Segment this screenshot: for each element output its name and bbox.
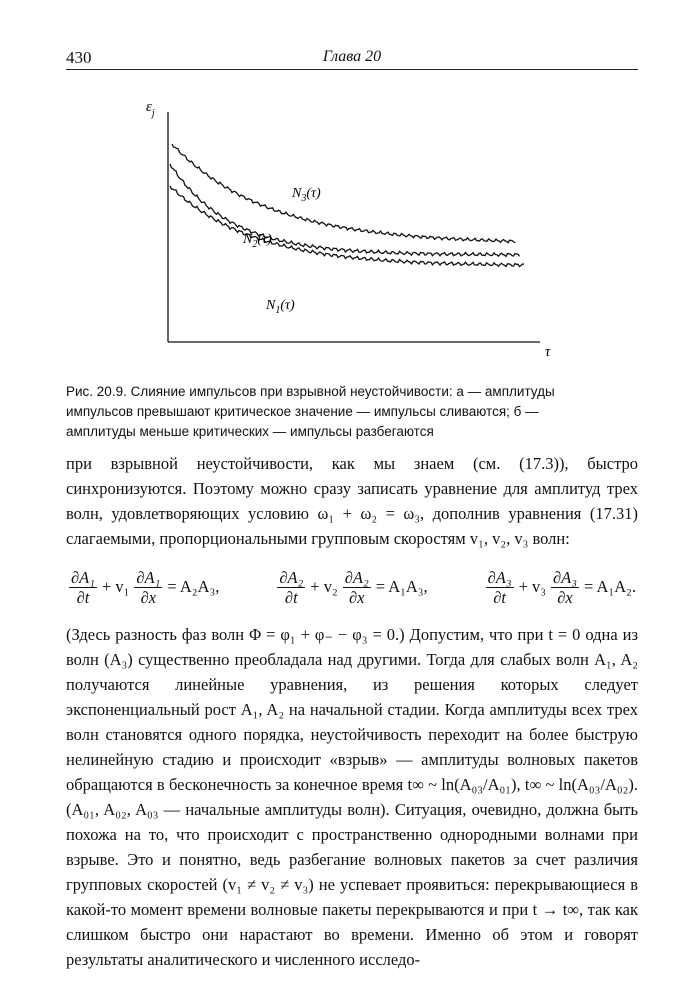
- numerator: ∂A₂: [279, 567, 304, 587]
- rhs: = A₁A₂.: [584, 577, 636, 596]
- numerator: ∂A₃: [487, 567, 512, 587]
- fraction: [551, 568, 579, 607]
- fraction: [277, 568, 305, 607]
- caption-line: импульсов превышают критическое значение — импульсы сливаются; б —: [66, 404, 539, 419]
- fraction: [486, 568, 514, 607]
- equation-1: [66, 568, 221, 607]
- equation-2: [274, 568, 429, 607]
- page-number: 430: [66, 48, 92, 67]
- rhs: = A₂A₃,: [167, 577, 220, 596]
- fraction: [69, 568, 97, 607]
- denominator: ∂t: [284, 587, 298, 607]
- numerator: ∂A₃: [553, 567, 577, 587]
- x-axis-label: τ: [545, 344, 551, 360]
- equation-row: [66, 563, 638, 611]
- denominator: ∂x: [557, 587, 573, 607]
- body-paragraph-1: [66, 451, 638, 551]
- numerator: ∂A₂: [344, 567, 369, 587]
- term: + v₃: [518, 577, 547, 596]
- curve-n2: [170, 164, 520, 256]
- denominator: ∂t: [493, 587, 506, 607]
- caption-line: Рис. 20.9. Слияние импульсов при взрывной неустойчивости: а — амплитуды: [66, 384, 555, 399]
- figure-20-9: [0, 0, 700, 380]
- term: + v₁: [101, 577, 130, 596]
- chapter-title: Глава 20: [322, 48, 382, 65]
- y-axis-label: $\varepsilon_j$: [146, 99, 155, 119]
- rhs: = A₁A₃,: [375, 577, 428, 596]
- body-paragraph-2: [66, 622, 638, 972]
- figure-caption: [66, 382, 638, 442]
- curve-label-n3: $N_3(\tau)$: [292, 186, 321, 204]
- curve-label-n2: $N_2(\tau)$: [243, 232, 272, 250]
- denominator: ∂x: [140, 587, 157, 607]
- term: + v₂: [310, 577, 338, 596]
- paragraph-text: при взрывной неустойчивости, как мы знаем (см. (17.3)), быстро синхронизуются. Поэтому можно сразу записать уравнение для амплитуд трех волн, удовлетворяющих условию ω₁ + ω₂ = ω₃, дополнив уравнения (17.31) слагаемыми, пропорциональными групповым скоростям v₁, v₂, v₃ волн:: [66, 454, 638, 548]
- caption-line: амплитуды меньше критических — импульсы разбегаются: [66, 424, 434, 439]
- denominator: ∂t: [76, 587, 90, 607]
- numerator: ∂A₁: [71, 567, 95, 587]
- equation-3: [483, 568, 638, 607]
- fraction: [134, 568, 162, 607]
- curve-label-n1: $N_1(\tau)$: [266, 298, 295, 316]
- curve-n3: [172, 144, 516, 243]
- paragraph-text: (Здесь разность фаз волн Φ = φ₁ + φ₋ − φ₃ = 0.) Допустим, что при t = 0 одна из волн (A₃) существенно преобладала над другими. Тогда для слабых волн A₁, A₂ получаются линейные уравнения, из решения которых следует экспоненциальный рост A₁, A₂ на начальной стадии. Когда амплитуды всех трех волн становятся одного порядка, неустойчивость переходит на более быструю нелинейную стадию и происходит «взрыв» — амплитуды волновых пакетов обращаются в бесконечность за конечное время t∞ ~ ln(A₀₃/A₀₁), t∞ ~ ln(A₀₃/A₀₂). (A₀₁, A₀₂, A₀₃ — начальные амплитуды волн). Ситуация, очевидно, должна быть похожа на то, что происходит с пространственно однородными волнами при взрыве. Это и понятно, ведь разбегание волновых пакетов за счет различия групповых скоростей (v₁ ≠ v₂ ≠ v₃) не успевает проявиться: перекрывающиеся в какой-то момент времени волновые пакеты перекрываются и при t → t∞, так как слишком быстро они нарастают во времени. Именно об этом и говорят результаты аналитического и численного исследо-: [66, 625, 638, 969]
- fraction: [343, 568, 371, 607]
- denominator: ∂x: [348, 587, 365, 607]
- numerator: ∂A₁: [136, 567, 161, 587]
